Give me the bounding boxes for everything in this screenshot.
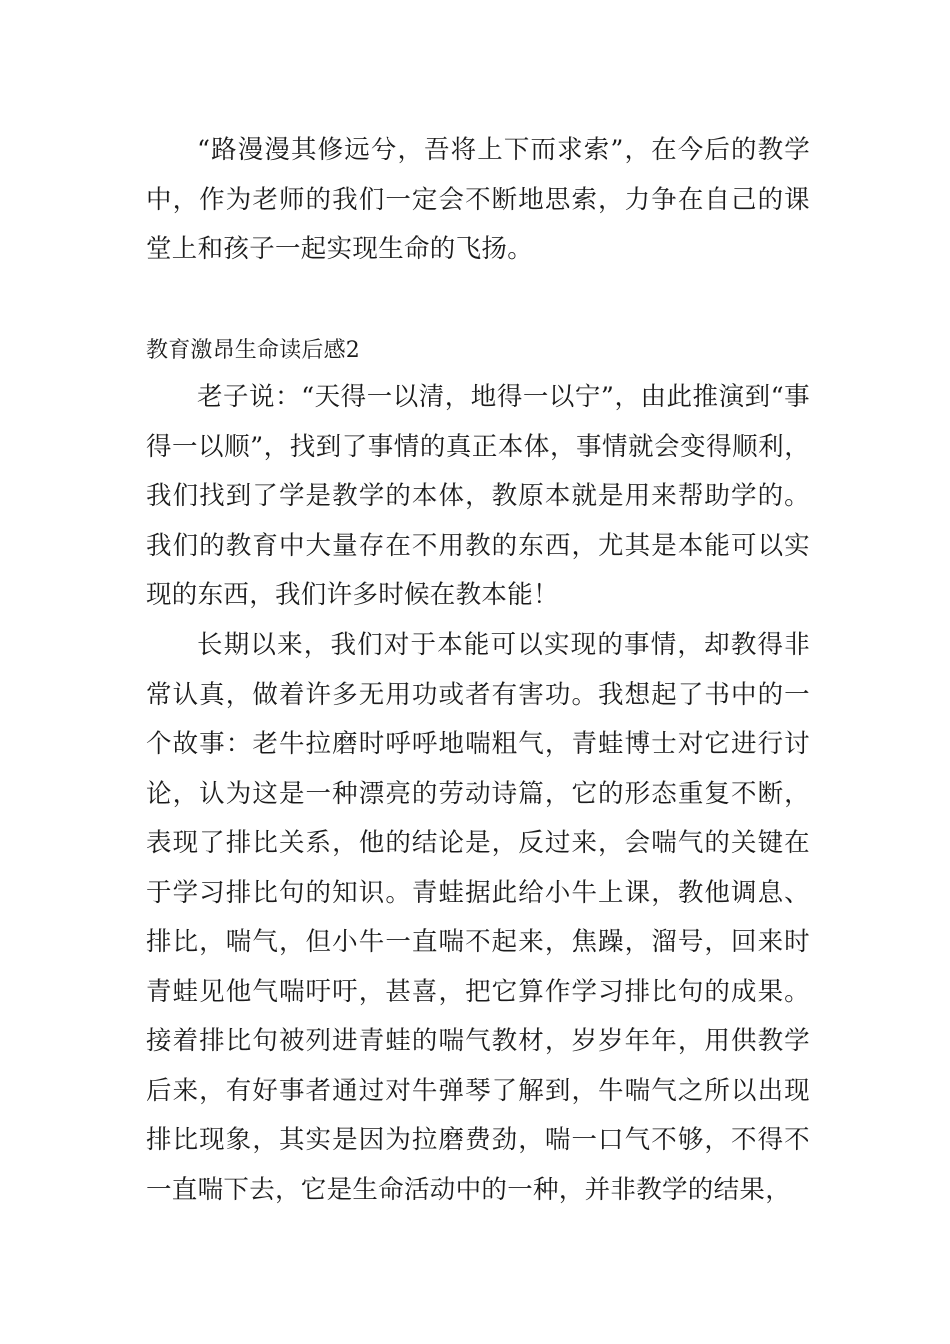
paragraph-quote-conclusion: “路漫漫其修远兮，吾将上下而求索”，在今后的教学中，作为老师的我们一定会不断地思索，力争在自己的课堂上和孩子一起实现生命的飞扬。 — [146, 135, 810, 264]
paragraph-laozi: 老子说：“天得一以清，地得一以宁”，由此推演到“事得一以顺”，找到了事情的真正本体，事情就会变得顺利，我们找到了学是教学的本体，教原本就是用来帮助学的。我们的教育中大量存在不用教的东西，尤其是本能可以实现的东西，我们许多时候在教本能！ — [146, 382, 810, 610]
paragraph-frog-story: 长期以来，我们对于本能可以实现的事情，却教得非常认真，做着许多无用功或者有害功。我想起了书中的一个故事：老牛拉磨时呼呼地喘粗气，青蛙博士对它进行讨论，认为这是一种漂亮的劳动诗篇，它的形态重复不断，表现了排比关系，他的结论是，反过来，会喘气的关键在于学习排比句的知识。青蛙据此给小牛上课，教他调息、排比，喘气，但小牛一直喘不起来，焦躁，溜号，回来时青蛙见他气喘吁吁，甚喜，把它算作学习排比句的成果。接着排比句被列进青蛙的喘气教材，岁岁年年，用供教学后来，有好事者通过对牛弹琴了解到，牛喘气之所以出现排比现象，其实是因为拉磨费劲，喘一口气不够，不得不一直喘下去，它是生命活动中的一种，并非教学的结果， — [146, 630, 810, 1205]
section-heading: 教育激昂生命读后感2 — [146, 338, 360, 363]
